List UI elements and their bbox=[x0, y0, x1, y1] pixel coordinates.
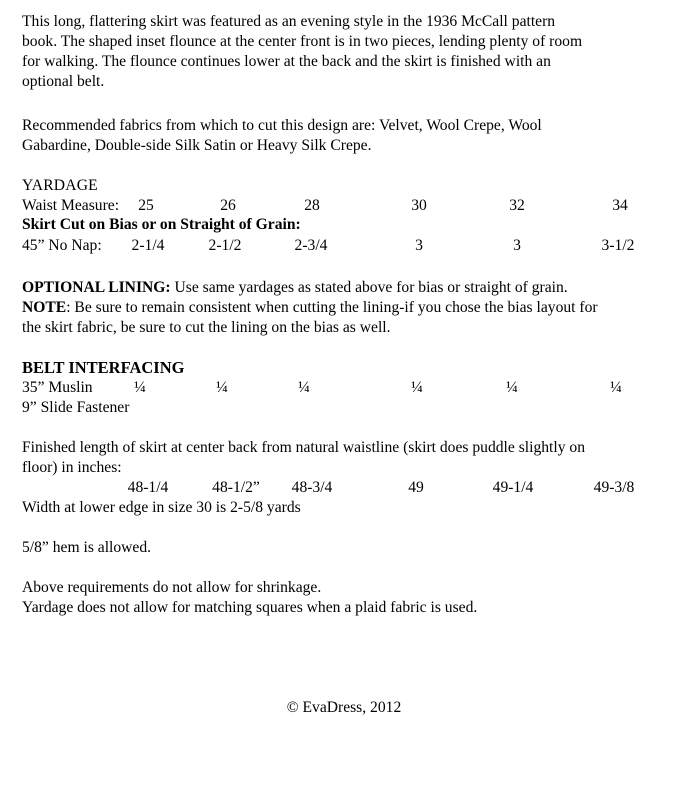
no-nap-label: 45” No Nap: bbox=[22, 237, 102, 254]
width-note: Width at lower edge in size 30 is 2-5/8 yards bbox=[22, 499, 301, 516]
waist-size-26: 26 bbox=[220, 197, 236, 214]
note-line-2: the skirt fabric, be sure to cut the lining on the bias as well. bbox=[22, 319, 391, 336]
waist-size-32: 32 bbox=[509, 197, 525, 214]
intro-line-2: book. The shaped inset flounce at the center front is in two pieces, lending plenty of room bbox=[22, 33, 583, 50]
no-nap-value-34: 3-1/2 bbox=[601, 237, 635, 254]
no-nap-value-30: 3 bbox=[415, 237, 423, 254]
slide-fastener: 9” Slide Fastener bbox=[22, 399, 130, 416]
muslin-value-28: ¼ bbox=[298, 379, 310, 396]
waist-size-30: 30 bbox=[411, 197, 427, 214]
shrinkage-note: Above requirements do not allow for shrinkage. bbox=[22, 579, 322, 596]
muslin-value-25: ¼ bbox=[134, 379, 146, 396]
length-value-32: 49-1/4 bbox=[492, 479, 534, 496]
fabrics-line-1: Recommended fabrics from which to cut this design are: Velvet, Wool Crepe, Wool bbox=[22, 117, 542, 134]
optional-lining-line bbox=[22, 278, 568, 298]
length-value-34: 49-3/8 bbox=[593, 479, 635, 496]
copyright: © EvaDress, 2012 bbox=[286, 699, 402, 716]
muslin-value-32: ¼ bbox=[506, 379, 518, 396]
intro-line-3: for walking. The flounce continues lower at the back and the skirt is finished with an bbox=[22, 53, 551, 70]
no-nap-value-28: 2-3/4 bbox=[294, 237, 328, 254]
hem-note: 5/8” hem is allowed. bbox=[22, 539, 152, 556]
no-nap-value-26: 2-1/2 bbox=[208, 237, 242, 254]
no-nap-value-32: 3 bbox=[513, 237, 521, 254]
muslin-value-30: ¼ bbox=[411, 379, 423, 396]
muslin-label: 35” Muslin bbox=[22, 379, 93, 396]
waist-size-34: 34 bbox=[612, 197, 628, 214]
fabrics-line-2: Gabardine, Double-side Silk Satin or Heavy Silk Crepe. bbox=[22, 137, 372, 154]
length-line-2: floor) in inches: bbox=[22, 459, 122, 476]
note-line-1 bbox=[22, 298, 598, 318]
length-value-26: 48-1/2” bbox=[212, 479, 260, 496]
waist-size-28: 28 bbox=[304, 197, 320, 214]
note-text: : Be sure to remain consistent when cutting the lining-if you chose the bias layout for bbox=[66, 299, 598, 316]
waist-size-25: 25 bbox=[138, 197, 154, 214]
note-label: NOTE bbox=[22, 299, 67, 316]
waist-measure-label: Waist Measure: bbox=[22, 197, 120, 214]
muslin-value-34: ¼ bbox=[610, 379, 622, 396]
length-value-25: 48-1/4 bbox=[127, 479, 169, 496]
intro-line-4: optional belt. bbox=[22, 73, 105, 90]
no-nap-value-25: 2-1/4 bbox=[131, 237, 165, 254]
skirt-cut-label: Skirt Cut on Bias or on Straight of Grain: bbox=[22, 216, 301, 233]
length-line-1: Finished length of skirt at center back from natural waistline (skirt does puddle slightly on bbox=[22, 439, 585, 456]
muslin-value-26: ¼ bbox=[216, 379, 228, 396]
yardage-heading: YARDAGE bbox=[22, 177, 98, 194]
length-value-30: 49 bbox=[408, 479, 424, 496]
optional-lining-label: OPTIONAL LINING: bbox=[22, 279, 171, 296]
length-value-28: 48-3/4 bbox=[291, 479, 333, 496]
optional-lining-text: Use same yardages as stated above for bias or straight of grain. bbox=[170, 279, 568, 296]
plaid-note: Yardage does not allow for matching squares when a plaid fabric is used. bbox=[22, 599, 478, 616]
belt-interfacing-heading: BELT INTERFACING bbox=[22, 358, 185, 377]
intro-line-1: This long, flattering skirt was featured as an evening style in the 1936 McCall pattern bbox=[22, 13, 556, 30]
